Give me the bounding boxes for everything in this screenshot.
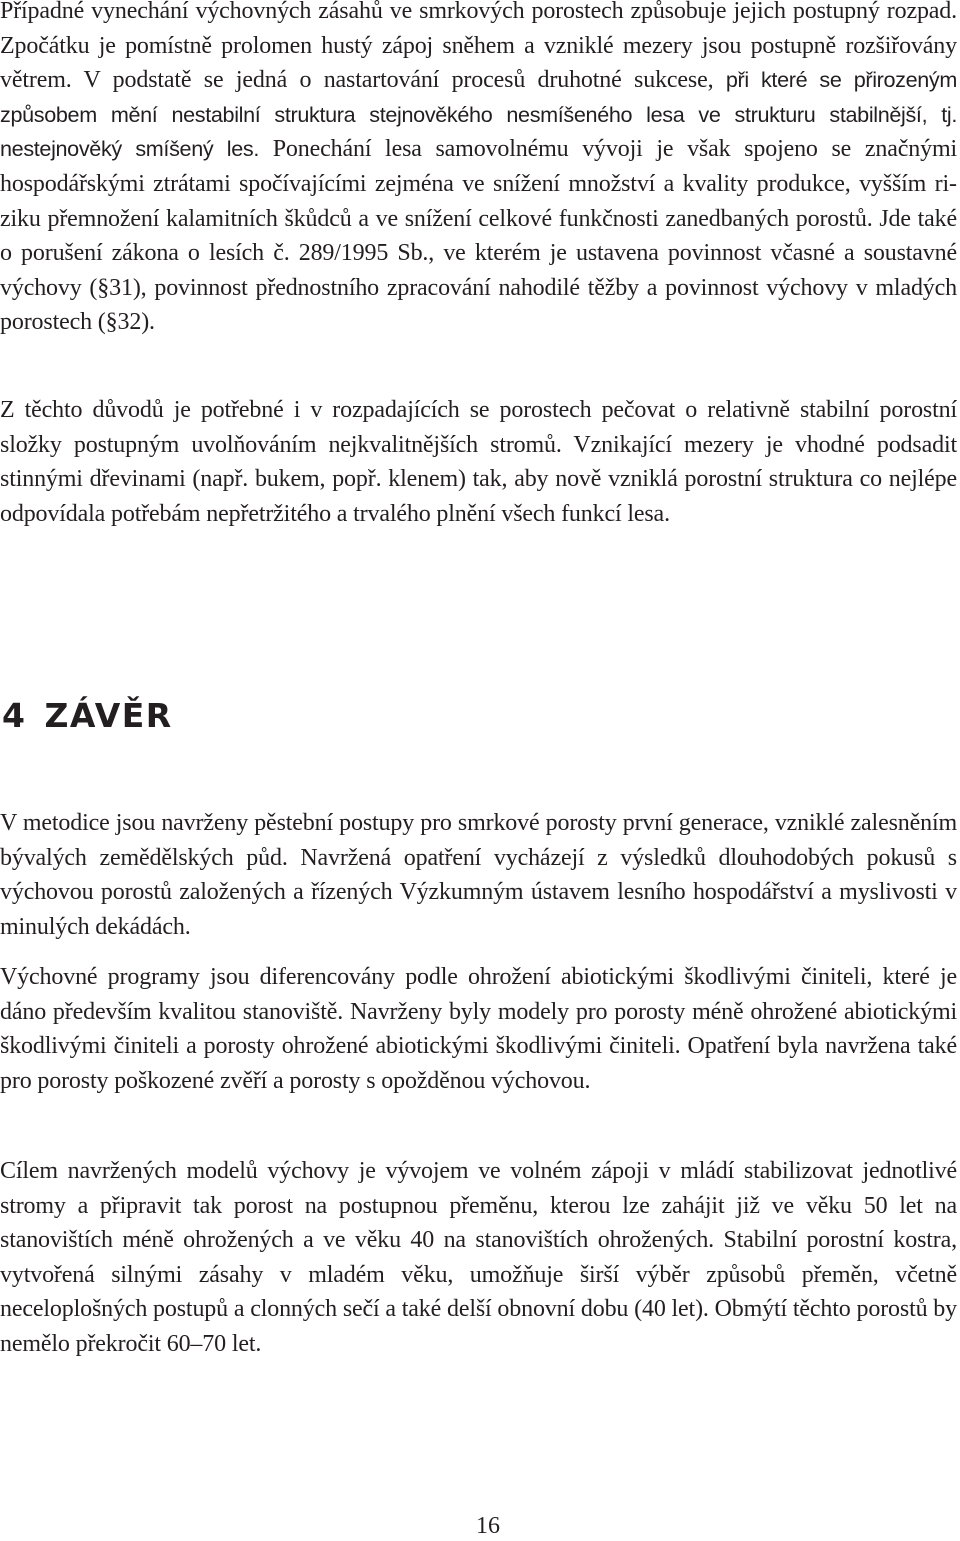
paragraph-goals: Cílem navržených modelů výchovy je vývojem ve volném zápoji v mládí stabilizovat jednotlivé stromy a připravit tak porost na postupnou přeměnu, kterou lze zahájit již ve věku 50 let na stanovištích méně ohrožených a ve věku 40 na stanovištích ohrožených. Stabilní porostní kostra, vytvořená silnými zásahy v mladém věku, umožňuje širší výběr způsobů přeměn, včetně neceloplošných postupů a clonných sečí a také delší obnovní dobu (40 let). Obmýtí těchto porostů by nemělo překročit 60–70 let. (0, 1158, 957, 1357)
section-heading (2, 696, 173, 736)
paragraph-care-reasons: Z těchto důvodů je potřebné i v rozpadajících se porostech pečovat o relativně stabilní porostní složky postupným uvolňováním nejkvalitnějších stromů. Vznikající mezery je vhodné podsadit stinnými dřevinami (např. bukem, popř. klenem) tak, aby nově vzniklá porostní struktura co nejlépe odpovídala potřebám nepřetržitého a trvalého plnění všech funkcí lesa. (0, 397, 957, 527)
section-title: ZÁVĚR (44, 696, 173, 735)
paragraph-methodology: V metodice jsou navrženy pěstební postupy pro smrkové porosty první generace, vzniklé zalesněním bývalých zemědělských půd. Navržená opatření vycházejí z výsledků dlouhodobých pokusů s výchovou porostů založených a řízených Výzkumným ústavem lesního hospodářství a myslivosti v minulých dekádách. (0, 810, 957, 940)
paragraph-text-part: Ponechání lesa samovolnému vývoji je však spojeno se značnými hospodářskými ztrátami spočívajícími zejména ve snížení množství a kvality produkce, vyšším riziku přemnožení kalamitních škůdců a ve snížení celkové funkčnosti zanedbaných porostů. Jde také o porušení zákona o lesích č. 289/1995 Sb., ve kterém je ustavena povinnost včasné a soustavné výchovy (§31), povinnost přednostního zpracování nahodilé těžby a povinnost výchovy v mladých porostech (§32). (0, 136, 957, 336)
paragraph-text-part: Případné vynechání výchovných zásahů ve smrkových porostech způsobuje jejich postupný rozpad. Zpočátku je pomístně prolomen hustý zápoj sněhem a vzniklé mezery jsou postupně rozšiřovány větrem. V podstatě se jedná o nastartování procesů druhotné sukcese, (0, 0, 957, 94)
paragraph-stand-decay (0, 0, 957, 340)
section-number: 4 (2, 696, 27, 735)
page-number: 16 (476, 1513, 500, 1539)
paragraph-sans-segment: při které se přirozeným způsobem mění nestabilní struktura stejnověkého nesmíšeného lesa ve strukturu stabilnější, tj. nestejnověký smíšený les. (0, 67, 957, 162)
paragraph-programs: Výchovné programy jsou diferencovány podle ohrožení abiotickými škodlivými činiteli, které je dáno především kvalitou stanoviště. Navrženy byly modely pro porosty méně ohrožené abiotickými škodlivými činiteli a porosty ohrožené abiotickými škodlivými činiteli. Opatření byla navržena také pro porosty poškozené zvěří a porosty s opožděnou výchovou. (0, 964, 957, 1094)
